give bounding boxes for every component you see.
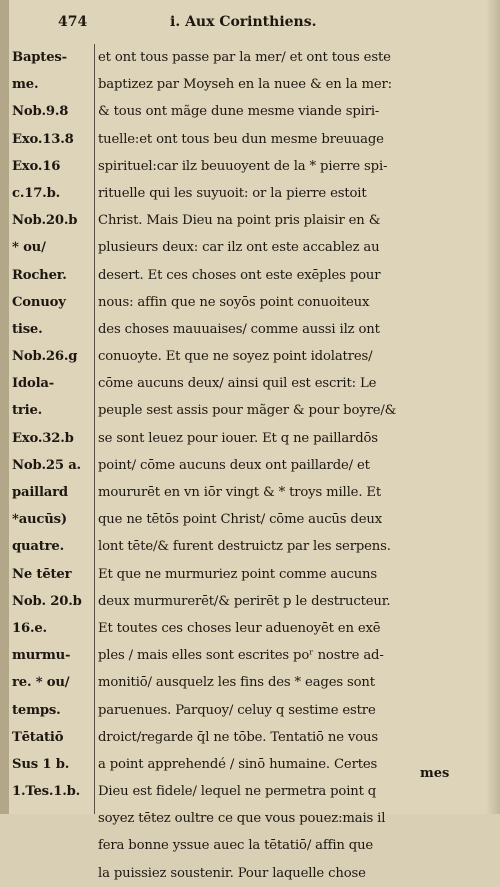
margin-note: 1.Tes.1.b. (12, 784, 81, 800)
text-line: point/ cōme aucuns deux ont paillarde/ et (98, 457, 370, 473)
text-line: la puissiez soustenir. Pour laquelle chose (98, 865, 366, 881)
page-number: 474 (58, 14, 88, 30)
margin-note: c.17.b. (12, 185, 60, 201)
margin-note: Sus 1 b. (12, 756, 70, 772)
margin-note: Conuoy (12, 294, 66, 310)
margin-note: temps. (12, 702, 61, 718)
margin-note: Exo.16 (12, 158, 61, 174)
text-line: des choses mauuaises/ comme aussi ilz ont (98, 321, 380, 337)
text-line: Et toutes ces choses leur aduenoyēt en exē (98, 620, 381, 636)
text-line: droict/regarde q̄l ne tōbe. Tentatiō ne vous (98, 729, 378, 745)
margin-note (12, 832, 92, 859)
text-line: moururēt en vn iōr vingt & * troys mille. Et (98, 485, 382, 500)
text-line: a point apprehendé / sinō humaine. Certes (98, 756, 378, 772)
text-line: Et que ne murmuriez point comme aucuns (98, 566, 378, 582)
margin-note: Nob.26.g (12, 349, 78, 365)
margin-note: Exo.13.8 (12, 131, 74, 147)
margin-rule (94, 44, 95, 814)
text-line: et ont tous passe par la mer/ et ont tous este (98, 50, 391, 65)
text-line: ples / mais elles sont escrites poʳ nostre ad- (98, 648, 384, 664)
text-line: nous: affin que ne soyōs point conuoiteux (98, 294, 370, 310)
text-line: Dieu est fidele/ lequel ne permetra point q (98, 784, 377, 800)
margin-note: Baptes- (12, 50, 67, 65)
margin-note: Ne tēter (12, 566, 72, 582)
margin-note: Exo.32.b (12, 430, 74, 446)
text-line: conuoyte. Et que ne soyez point idolatres/ (98, 349, 373, 365)
text-line: deux murmurerēt/& perirēt p le destructeur. (98, 593, 391, 609)
margin-note (12, 860, 92, 887)
margin-note: Nob.20.b (12, 213, 78, 229)
margin-note: re. * ou/ (12, 675, 70, 691)
margin-note: tise. (12, 321, 43, 337)
text-line: soyez tētez oultre ce que vous pouez:mais il (98, 811, 386, 827)
text-line: baptizez par Moyseh en la nuee & en la mer: (98, 77, 392, 93)
margin-note: paillard (12, 485, 68, 500)
page-fold-shadow (486, 0, 500, 814)
margin-note: murmu- (12, 648, 71, 664)
margin-note: Nob.25 a. (12, 457, 81, 473)
margin-note: Rocher. (12, 267, 67, 283)
text-line: spirituel:car ilz beuuoyent de la * pierre spi- (98, 158, 388, 174)
text-line: paruenues. Parquoy/ celuy q sestime estre (98, 702, 376, 718)
text-line: que ne tētōs point Christ/ cōme aucūs deux (98, 512, 383, 528)
margin-note: trie. (12, 403, 43, 419)
text-line: plusieurs deux: car ilz ont este accablez au (98, 240, 380, 256)
text-line: fera bonne yssue auec la tētatiō/ affin que (98, 838, 374, 854)
text-line: tuelle:et ont tous beu dun mesme breuuage (98, 131, 384, 147)
page-header (58, 14, 478, 40)
text-line: cōme aucuns deux/ ainsi quil est escrit: Le (98, 376, 377, 392)
text-line: rituelle qui les suyuoit: or la pierre estoit (98, 185, 367, 201)
text-line: peuple sest assis pour mãger & pour boyre/& (98, 403, 397, 419)
margin-note (12, 805, 92, 832)
margin-note: 16.e. (12, 620, 47, 636)
binding-gutter (0, 0, 9, 814)
text-line: Christ. Mais Dieu na point pris plaisir en & (98, 213, 381, 229)
catchword: mes (420, 766, 450, 781)
text-line: monitiō/ ausquelz les fins des * eages sont (98, 675, 375, 691)
margin-note: quatre. (12, 539, 64, 555)
margin-note: * ou/ (12, 240, 46, 256)
margin-note: Tētatiō (12, 729, 64, 745)
margin-note: Nob. 20.b (12, 593, 82, 609)
margin-notes (12, 44, 92, 887)
margin-note: *aucūs) (12, 512, 67, 528)
text-line: & tous ont mãge dune mesme viande spiri- (98, 104, 380, 120)
running-title: i. Aux Corinthiens. (170, 14, 317, 30)
text-line: se sont leuez pour iouer. Et q ne paillardōs (98, 430, 378, 446)
text-line: desert. Et ces choses ont este exēples pour (98, 267, 381, 283)
margin-note: me. (12, 77, 39, 93)
margin-note: Idola- (12, 376, 55, 392)
margin-note: Nob.9.8 (12, 104, 69, 120)
text-line: lont tēte/& furent destruictz par les serpens. (98, 539, 391, 555)
